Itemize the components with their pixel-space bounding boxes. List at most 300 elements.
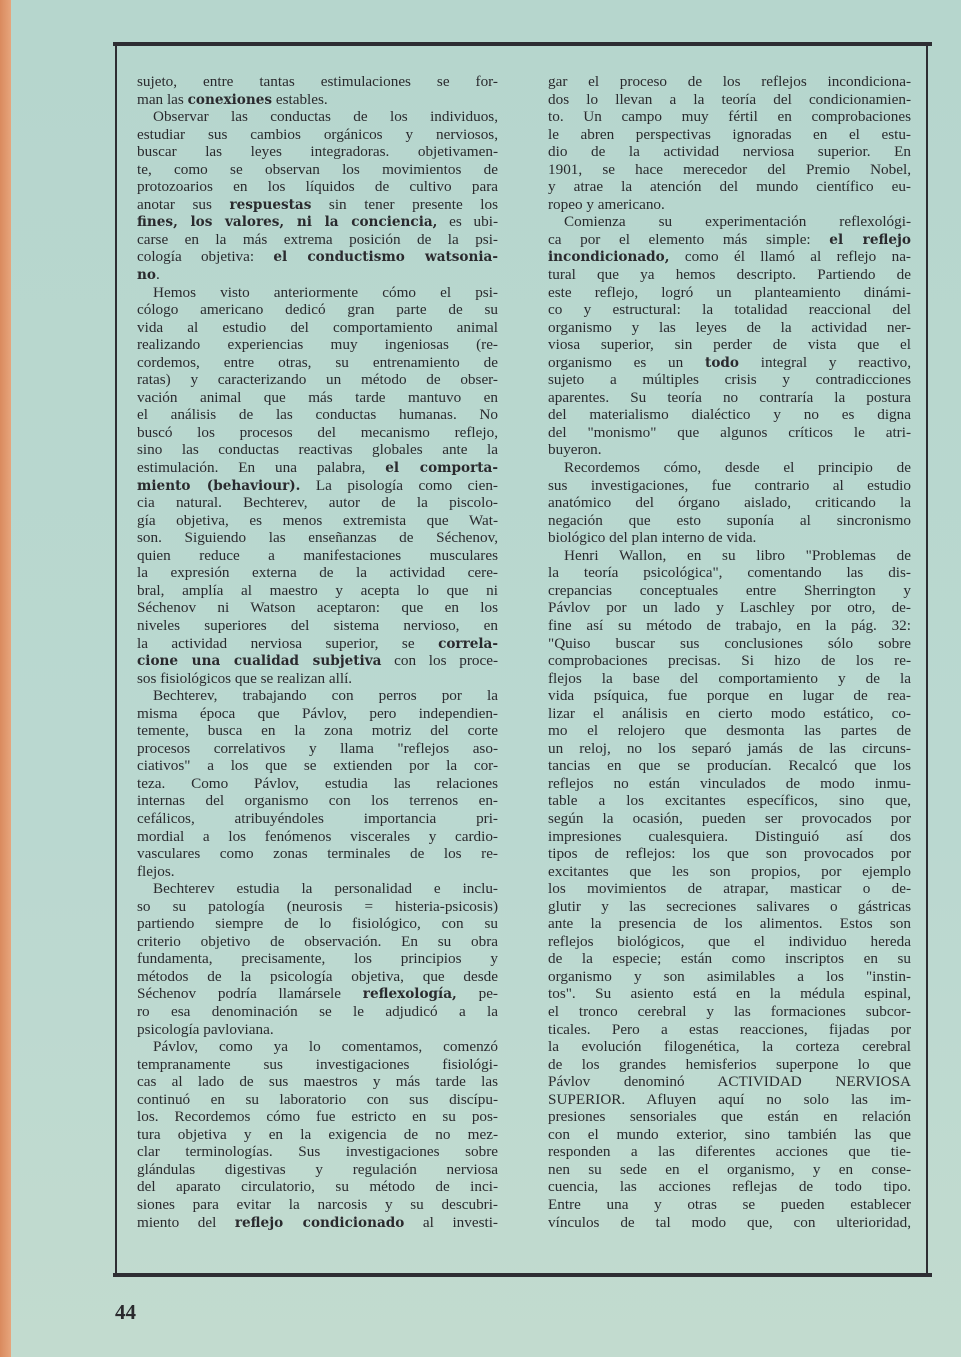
text-line	[137, 1196, 498, 1214]
text: Séchenov podría llamársele	[137, 985, 363, 1003]
text: tos". Su asiento está en la médula espinal,	[548, 985, 911, 1003]
text: criterio objetivo de observación. En su obra	[137, 932, 498, 950]
text: cordemos, entre otras, su entrenamiento de	[137, 353, 498, 371]
text: mo el relojero que desmonta las partes de	[548, 722, 911, 740]
text-line	[548, 231, 911, 249]
text: SUPERIOR. Afluyen aquí no solo las im-	[548, 1090, 911, 1108]
text-line	[137, 652, 498, 670]
text-line	[548, 950, 911, 968]
text: tempranamente sus investigaciones fisiológi-	[137, 1055, 498, 1073]
text-line	[548, 266, 911, 284]
text-line	[548, 582, 911, 600]
text-line	[137, 1021, 498, 1039]
text-line	[137, 705, 498, 723]
bottom-rule	[113, 1273, 932, 1277]
text-line	[137, 757, 498, 775]
text: de los grandes hemisferios superpone lo que	[548, 1055, 911, 1073]
paragraph	[137, 1038, 498, 1231]
text-line	[548, 1038, 911, 1056]
text: vida al estudio del comportamiento animal	[137, 318, 498, 336]
text: fundamenta, precisamente, los principios y	[137, 950, 498, 968]
text-line	[137, 477, 498, 495]
text: internas del organismo con los terrenos en-	[137, 792, 498, 810]
paragraph	[137, 73, 498, 108]
text: son. Siguiendo las enseñanzas de Séchenov,	[137, 529, 498, 547]
text: comprobaciones precisas. Si hizo de los re-	[548, 652, 911, 670]
bold-text: respuestas	[229, 196, 312, 213]
text-line	[548, 284, 911, 302]
paragraph	[137, 108, 498, 283]
text: y atrae la atención del mundo científico eu-	[548, 178, 911, 196]
text-line	[548, 178, 911, 196]
text: La pisología como cien-	[300, 476, 498, 494]
text: biológico del plan interno de vida.	[548, 529, 757, 547]
top-rule	[113, 42, 932, 46]
text-line	[137, 406, 498, 424]
text: Pávlov, como ya lo comentamos, comenzó	[153, 1038, 498, 1056]
text-line	[548, 670, 911, 688]
text-line	[137, 389, 498, 407]
text: Hemos visto anteriormente cómo el psi-	[153, 283, 498, 301]
text: realizando experiencias muy ingeniosas (re-	[137, 336, 498, 354]
text: al investi-	[404, 1213, 498, 1231]
text: es ubi-	[437, 213, 498, 231]
text-line	[548, 635, 911, 653]
paragraph	[548, 73, 911, 213]
paragraph	[137, 880, 498, 1038]
text: Séchenov ni Watson aceptaron: que en los	[137, 599, 498, 617]
text: Entre una y otras se pueden establecer	[548, 1196, 911, 1213]
text-line	[137, 670, 498, 688]
text: crepancias conceptuales entre Sherrington y	[548, 581, 911, 599]
text-line	[548, 880, 911, 898]
text-line	[548, 1161, 911, 1179]
text: estables.	[272, 90, 328, 108]
text-line	[137, 248, 498, 266]
text-line	[137, 161, 498, 179]
text: vación animal que más tarde mantuvo en	[137, 388, 498, 406]
text: lizar el análisis en cierto modo estático, co-	[548, 704, 911, 722]
paragraph	[137, 284, 498, 688]
text: flejos la base del comportamiento y de la	[548, 669, 911, 687]
text-line	[137, 898, 498, 916]
text-line	[137, 880, 498, 898]
text: estimulación. En una palabra,	[137, 459, 386, 477]
text: Recordemos cómo, desde el principio de	[564, 459, 911, 477]
text: la expresión externa de la actividad cere-	[137, 564, 498, 582]
text: so su patología (neurosis = histeria-psicosis)	[137, 897, 498, 915]
text-line	[548, 915, 911, 933]
text-line	[137, 617, 498, 635]
page-edge	[0, 0, 11, 1357]
text-line	[137, 1056, 498, 1074]
text: sus investigaciones, fue contrario al estudio	[548, 476, 911, 494]
text: carse en la más extrema posición de la psi-	[137, 230, 498, 248]
paragraph	[137, 687, 498, 880]
text: aparentes. Su teoría no contraría la postura	[548, 388, 911, 406]
text-line	[137, 1108, 498, 1126]
text-line	[137, 178, 498, 196]
text: ca por el elemento más simple:	[548, 230, 830, 248]
right-rule	[926, 46, 928, 1276]
text-line	[548, 389, 911, 407]
text-line	[548, 161, 911, 179]
text: glándulas digestivas y regulación nerviosa	[137, 1160, 498, 1178]
text: ticales. Pero a estas reacciones, fijadas por	[548, 1020, 911, 1038]
text-line	[137, 424, 498, 442]
text-line	[548, 599, 911, 617]
text: sin tener presente los	[311, 195, 498, 213]
text-line	[137, 985, 498, 1003]
text-line	[548, 652, 911, 670]
text: sos fisiológicos que se realizan allí.	[137, 669, 353, 687]
text: tancias en que se producían. Recalcó que los	[548, 757, 911, 775]
text-line	[548, 354, 911, 372]
text-line	[548, 1108, 911, 1126]
text: métodos de la psicología objetiva, que desde	[137, 967, 498, 985]
text-line	[548, 968, 911, 986]
text: del "monismo" que algunos críticos le atri-	[548, 423, 911, 441]
text-line	[137, 810, 498, 828]
text: un reloj, no los separó jamás de las circuns-	[548, 739, 911, 757]
text: niveles superiores del sistema nervioso, en	[137, 616, 498, 634]
text-line	[137, 547, 498, 565]
text: negación que esto suponía al sincronismo	[548, 511, 911, 529]
paragraph	[548, 547, 911, 1231]
text: partiendo siempre de lo fisiológico, con su	[137, 915, 498, 933]
text-line	[137, 73, 498, 91]
text-line	[548, 1196, 911, 1214]
text: teza. Como Pávlov, estudia las relaciones	[137, 774, 498, 792]
bold-text: cione una cualidad subjetiva	[137, 653, 382, 670]
text: el análisis de las conductas humanas. No	[137, 406, 498, 424]
text-line	[548, 459, 911, 477]
text-line	[548, 898, 911, 916]
text-line	[137, 196, 498, 214]
bold-text: el reflejo	[829, 231, 911, 248]
text: .	[155, 266, 160, 284]
text: tural que ya hemos descripto. Partiendo de	[548, 266, 911, 284]
text: Pávlov denominó ACTIVIDAD NERVIOSA	[548, 1073, 911, 1091]
text-line	[137, 1073, 498, 1091]
text-line	[137, 775, 498, 793]
text-line	[548, 196, 911, 214]
text-line	[137, 740, 498, 758]
text-line	[548, 775, 911, 793]
text: continuó en su laboratorio con sus discípu-	[137, 1090, 498, 1108]
text: buyeron.	[548, 441, 602, 459]
text-line	[137, 828, 498, 846]
text-line	[548, 91, 911, 109]
text-line	[137, 512, 498, 530]
text: sino las conductas reactivas globales ante la	[137, 441, 498, 459]
text-line	[137, 1178, 498, 1196]
text: to. Un campo muy fértil en comprobaciones	[548, 108, 911, 126]
text: procesos correlativos y llama "reflejos aso-	[137, 739, 498, 757]
text-line	[548, 1178, 911, 1196]
text-line	[137, 459, 498, 477]
text: le abren perspectivas ignoradas en el estu-	[548, 125, 911, 143]
text: temente, busca en la zona motriz del corte	[137, 722, 498, 740]
text: con los proce-	[381, 652, 499, 670]
bold-text: el comporta-	[385, 460, 498, 477]
text-line	[548, 424, 911, 442]
text-line	[137, 1214, 498, 1232]
text-line	[137, 1143, 498, 1161]
text: flejos.	[137, 862, 175, 880]
text: cuencia, las acciones reflejas de todo tipo.	[548, 1178, 911, 1196]
text: te, como se observan los movimientos de	[137, 160, 498, 178]
text: dio de la actividad nerviosa superior. En	[548, 143, 911, 161]
text: la teoría psicológica", comentando las dis-	[548, 564, 911, 582]
text: pe-	[456, 985, 498, 1003]
left-rule	[115, 46, 117, 1276]
text: cefálicos, atribuyéndoles importancia pri-	[137, 809, 498, 827]
text: organismo y son asimilables a los "instin-	[548, 967, 911, 985]
text-line	[548, 722, 911, 740]
text-line	[548, 1003, 911, 1021]
text-line	[548, 143, 911, 161]
text: sujeto, entre tantas estimulaciones se for-	[137, 73, 498, 90]
text-line	[137, 933, 498, 951]
text-line	[548, 1056, 911, 1074]
text: gía objetiva, es menos extremista que Wat-	[137, 511, 498, 529]
text: cólogo americano dedicó gran parte de su	[137, 301, 498, 319]
text: anatómico del órgano aislado, criticando la	[548, 494, 911, 512]
page-number: 44	[115, 1300, 136, 1324]
paragraph	[548, 213, 911, 459]
text-line	[548, 248, 911, 266]
text-line	[137, 371, 498, 389]
text: Henri Wallon, en su libro "Problemas de	[564, 546, 911, 564]
text-line	[548, 933, 911, 951]
text-line	[137, 792, 498, 810]
text: cología objetiva:	[137, 248, 274, 266]
text: "Quiso buscar sus conclusiones sólo sobre	[548, 634, 911, 652]
text: viosa superior, sin perder de vista que el	[548, 336, 911, 354]
text-line	[137, 1126, 498, 1144]
text: glutir y las secreciones salivares o gástricas	[548, 897, 911, 915]
bold-text: incondicionado,	[548, 249, 670, 266]
text: psicología pavloviana.	[137, 1020, 274, 1038]
text-line	[137, 635, 498, 653]
text-line	[137, 494, 498, 512]
text-line	[548, 319, 911, 337]
text-line	[137, 441, 498, 459]
text: quien reduce a manifestaciones musculares	[137, 546, 498, 564]
bold-text: conexiones	[187, 91, 273, 108]
text: reflejos no están vinculados de modo inmu-	[548, 774, 911, 792]
bold-text: correla-	[438, 635, 498, 652]
text-line	[137, 722, 498, 740]
text: sujeto a múltiples crisis y contradicciones	[548, 371, 911, 389]
text-line	[137, 231, 498, 249]
text: vasculares como zonas terminales de los re-	[137, 845, 498, 863]
text: integral y reactivo,	[738, 353, 912, 371]
text: organismo y las leyes de la actividad ner-	[548, 318, 911, 336]
text: organismo es un	[548, 353, 706, 371]
text: ante la presencia de los alimentos. Estos son	[548, 915, 911, 933]
text-line	[137, 213, 498, 231]
text-line	[548, 1091, 911, 1109]
text: table a los excitantes específicos, sino que,	[548, 792, 911, 810]
text: protozoarios en los líquidos de cultivo para	[137, 178, 498, 196]
text: según la ocasión, pueden ser provocados por	[548, 809, 911, 827]
text: excitantes que les son propios, por ejemplo	[548, 862, 911, 880]
text-line	[548, 1214, 911, 1232]
text-line	[548, 108, 911, 126]
text-line	[548, 477, 911, 495]
text: bral, amplía al maestro y acepta lo que ni	[137, 581, 498, 599]
bold-text: fines, los valores, ni la conciencia,	[137, 214, 438, 231]
bold-text: miento (behaviour).	[137, 477, 301, 494]
text: los. Recordemos cómo fue estricto en su pos-	[137, 1108, 498, 1126]
text-line	[548, 213, 911, 231]
text: estudiar sus cambios orgánicos y nerviosos,	[137, 125, 498, 143]
text: cas al lado de sus maestros y más tarde las	[137, 1073, 498, 1091]
text-line	[548, 564, 911, 582]
text-line	[548, 687, 911, 705]
text-line	[548, 845, 911, 863]
text: impresiones cualesquiera. Distinguió así dos	[548, 827, 911, 845]
text-line	[137, 687, 498, 705]
text: fine así su método de trabajo, en la pág. 32:	[548, 616, 911, 634]
text-line	[137, 91, 498, 109]
text-line	[137, 1161, 498, 1179]
text-line	[137, 863, 498, 881]
text-line	[548, 617, 911, 635]
text-line	[548, 1126, 911, 1144]
text: Bechterev estudia la personalidad e inclu-	[153, 880, 498, 898]
text: misma época que Pávlov, pero independien-	[137, 704, 498, 722]
text-line	[137, 319, 498, 337]
bold-text: no	[137, 267, 156, 284]
text-line	[137, 1003, 498, 1021]
text: tipos de reflejos: los que son provocados por	[548, 845, 911, 863]
text-line	[548, 1143, 911, 1161]
text-line	[548, 705, 911, 723]
text-line	[548, 757, 911, 775]
text-line	[548, 547, 911, 565]
text-line	[548, 529, 911, 547]
text: presiones sensoriales que están en relación	[548, 1108, 911, 1126]
text-line	[548, 73, 911, 91]
text-line	[137, 1091, 498, 1109]
text: Observar las conductas de los individuos,	[153, 108, 498, 126]
text-line	[137, 354, 498, 372]
paragraph	[548, 459, 911, 547]
text: ratas) y caracterizando un método de obser-	[137, 371, 498, 389]
text-line	[548, 494, 911, 512]
text: dos lo llevan a la teoría del condicionamien-	[548, 90, 911, 108]
bold-text: reflexología,	[362, 986, 457, 1003]
text: miento del	[137, 1213, 235, 1231]
text-line	[548, 1073, 911, 1091]
text-line	[548, 740, 911, 758]
text-column-right	[548, 73, 911, 1231]
text: cia natural. Bechterev, autor de la piscolo-	[137, 494, 498, 512]
text: anotar sus	[137, 195, 230, 213]
text: buscó los procesos del mecanismo reflejo,	[137, 423, 498, 441]
text: ro esa denominación se le adjudicó a la	[137, 1002, 498, 1020]
text-line	[137, 915, 498, 933]
text: vida psíquica, fue porque en lugar de rea-	[548, 687, 911, 705]
text: con el mundo exterior, sino también las que	[548, 1125, 911, 1143]
text: buscar las leyes integradoras. objetivamen-	[137, 143, 498, 161]
text: los movimientos de atrapar, masticar o de-	[548, 880, 911, 898]
text-line	[137, 845, 498, 863]
text-line	[548, 441, 911, 459]
text: gar el proceso de los reflejos incondiciona-	[548, 73, 911, 90]
text-line	[137, 126, 498, 144]
text: ciativos" a los que se extienden por la cor-	[137, 757, 498, 775]
text-column-left	[137, 73, 498, 1231]
text-line	[137, 1038, 498, 1056]
text-line	[548, 863, 911, 881]
text-line	[137, 564, 498, 582]
text: vínculos de tal modo que, con ulterioridad,	[548, 1213, 911, 1231]
text: clar terminologías. Sus investigaciones sobre	[137, 1143, 498, 1161]
text: Bechterev, trabajando con perros por la	[153, 687, 498, 705]
text-line	[137, 143, 498, 161]
text-line	[548, 301, 911, 319]
text-line	[548, 1021, 911, 1039]
text: la actividad nerviosa superior, se	[137, 634, 439, 652]
text-line	[548, 828, 911, 846]
text-line	[137, 582, 498, 600]
text: nen su sede en el organismo, y en conse-	[548, 1160, 911, 1178]
text: Comienza su experimentación reflexológi-	[564, 213, 911, 231]
text-line	[137, 336, 498, 354]
text-line	[548, 371, 911, 389]
bold-text: reflejo condicionado	[234, 1214, 405, 1231]
text-line	[137, 599, 498, 617]
text: el tronco cerebral y las formaciones subcor-	[548, 1002, 911, 1020]
text-line	[548, 406, 911, 424]
text-line	[548, 985, 911, 1003]
text-line	[548, 810, 911, 828]
text-line	[137, 266, 498, 284]
text: tura objetiva y en la exigencia de no mez-	[137, 1125, 498, 1143]
text: responden a las diferentes acciones que tie-	[548, 1143, 911, 1161]
bold-text: el conductismo watsonia-	[273, 249, 498, 266]
text-line	[137, 284, 498, 302]
text: man las	[137, 90, 188, 108]
text-line	[137, 301, 498, 319]
text: ropeo y americano.	[548, 195, 665, 213]
text: del materialismo dialéctico y no es digna	[548, 406, 911, 424]
text: la evolución filogenética, la corteza cerebral	[548, 1038, 911, 1056]
text: este reflejo, logró un planteamiento dinámi-	[548, 283, 911, 301]
text-line	[137, 108, 498, 126]
text-line	[548, 126, 911, 144]
text: 1901, se hace merecedor del Premio Nobel,	[548, 160, 911, 178]
text: mordial a los fenómenos viscerales y cardio-	[137, 827, 498, 845]
text: reflejos biológicos, que el individuo hereda	[548, 932, 911, 950]
text-line	[548, 336, 911, 354]
text-line	[137, 529, 498, 547]
text-line	[548, 512, 911, 530]
text: del aparato circulatorio, su método de inci-	[137, 1178, 498, 1196]
text: de la especie; están como inscriptos en su	[548, 950, 911, 968]
text-line	[548, 792, 911, 810]
bold-text: todo	[705, 354, 739, 371]
text: como él llamó al reflejo na-	[669, 248, 911, 266]
text-line	[137, 950, 498, 968]
text: siones para evitar la narcosis y su descubri-	[137, 1196, 498, 1213]
text: co y estructural: la totalidad reaccional del	[548, 301, 911, 319]
text: Pávlov por un lado y Laschley por otro, de-	[548, 599, 911, 617]
